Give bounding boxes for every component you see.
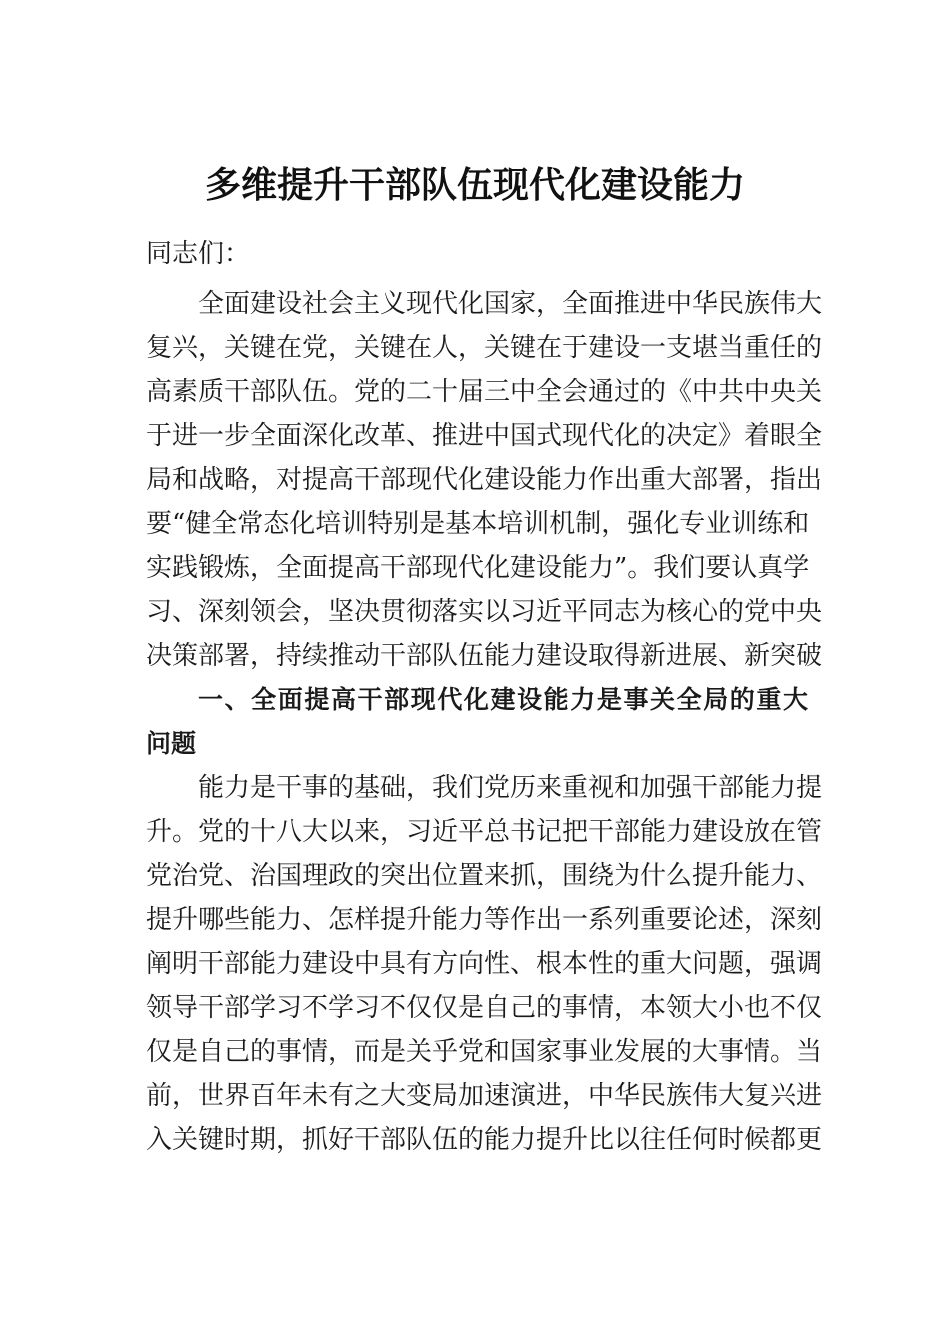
paragraph-line: 全面建设社会主义现代化国家，全面推进中华民族伟大 — [198, 289, 823, 319]
paragraph-line: 高素质干部队伍。党的二十届三中全会通过的《中共中央关 — [146, 377, 823, 407]
document-body — [146, 232, 823, 1162]
paragraph-line: 党治党、治国理政的突出位置来抓，围绕为什么提升能力、 — [146, 861, 823, 891]
paragraph-line: 复兴，关键在党，关键在人，关键在于建设一支堪当重任的 — [146, 333, 823, 363]
paragraph-line: 升。党的十八大以来，习近平总书记把干部能力建设放在管 — [146, 817, 823, 847]
paragraph-line: 前，世界百年未有之大变局加速演进，中华民族伟大复兴进 — [146, 1081, 823, 1111]
paragraph-line: 要“健全常态化培训特别是基本培训机制，强化专业训练和 — [146, 509, 810, 539]
section-heading-1 — [146, 678, 808, 766]
paragraph-1 — [146, 282, 823, 678]
paragraph-line: 于进一步全面深化改革、推进中国式现代化的决定》着眼全 — [146, 421, 823, 451]
paragraph-line: 仅是自己的事情，而是关乎党和国家事业发展的大事情。当 — [146, 1037, 823, 1067]
paragraph-line: 领导干部学习不学习不仅仅是自己的事情，本领大小也不仅 — [146, 993, 823, 1023]
paragraph-line: 局和战略，对提高干部现代化建设能力作出重大部署，指出 — [146, 465, 823, 495]
salutation: 同志们： — [146, 239, 251, 269]
paragraph-line: 实践锻炼，全面提高干部现代化建设能力”。我们要认真学 — [146, 553, 810, 583]
paragraph-line: 习、深刻领会，坚决贯彻落实以习近平同志为核心的党中央 — [146, 597, 823, 627]
heading-line: 问题 — [146, 729, 197, 758]
document-title: 多维提升干部队伍现代化建设能力 — [204, 164, 745, 206]
paragraph-line: 能力是干事的基础，我们党历来重视和加强干部能力提 — [198, 773, 823, 803]
paragraph-line: 入关键时期，抓好干部队伍的能力提升比以往任何时候都更 — [146, 1125, 823, 1155]
paragraph-line: 决策部署，持续推动干部队伍能力建设取得新进展、新突破 — [146, 641, 823, 671]
paragraph-line: 阐明干部能力建设中具有方向性、根本性的重大问题，强调 — [146, 949, 823, 979]
heading-line: 一、全面提高干部现代化建设能力是事关全局的重大 — [198, 685, 808, 714]
paragraph-2 — [146, 766, 823, 1162]
paragraph-line: 提升哪些能力、怎样提升能力等作出一系列重要论述，深刻 — [146, 905, 823, 935]
